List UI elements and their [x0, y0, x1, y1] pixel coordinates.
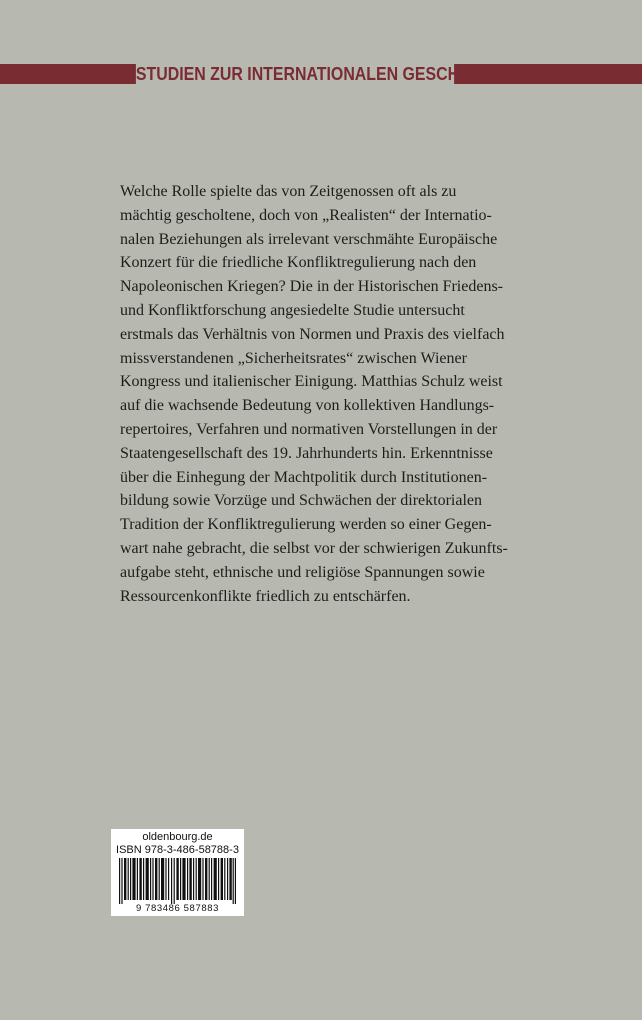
blurb-line: Staatengesellschaft des 19. Jahrhunderts hin. Erkenntnisse	[120, 444, 493, 462]
series-title: STUDIEN ZUR INTERNATIONALEN GESCHICHTE	[136, 61, 454, 87]
blurb-line: aufgabe steht, ethnische und religiöse Spannungen sowie	[120, 563, 485, 581]
barcode-panel	[111, 829, 244, 916]
blurb-line: nalen Beziehungen als irrelevant verschmähte Europäische	[120, 230, 498, 248]
publisher-url: oldenbourg.de	[142, 831, 213, 843]
blurb-line: wart nahe gebracht, die selbst vor der schwierigen Zukunfts-	[120, 539, 508, 557]
blurb-line: Konzert für die friedliche Konfliktregulierung nach den	[120, 254, 477, 272]
blurb-line: repertoires, Verfahren und normativen Vorstellungen in der	[120, 420, 498, 438]
barcode-digits: 9 783486 587883	[136, 903, 219, 914]
isbn-label: ISBN 978-3-486-58788-3	[116, 844, 239, 856]
blurb-line: erstmals das Verhältnis von Normen und Praxis des vielfach	[120, 325, 505, 343]
blurb-line: und Konfliktforschung angesiedelte Studie untersucht	[120, 301, 465, 319]
blurb-line: Welche Rolle spielte das von Zeitgenossen oft als zu	[120, 183, 457, 200]
blurb-line: missverstandenen „Sicherheitsrates“ zwischen Wiener	[120, 349, 467, 367]
barcode-icon	[119, 858, 236, 904]
blurb-line: über die Einhegung der Machtpolitik durch Institutionen-	[120, 468, 488, 486]
blurb-line: Napoleonischen Kriegen? Die in der Historischen Friedens-	[120, 278, 503, 296]
blurb-line: bildung sowie Vorzüge und Schwächen der direktorialen	[120, 492, 482, 510]
blurb-line: Ressourcenkonflikte friedlich zu entschärfen.	[120, 587, 411, 605]
blurb-line: auf die wachsende Bedeutung von kollektiven Handlungs-	[120, 397, 495, 415]
blurb-line: mächtig gescholtene, doch von „Realisten“ der Internatio-	[120, 206, 492, 224]
blurb-text	[120, 180, 540, 608]
blurb-line: Kongress und italienischer Einigung. Matthias Schulz weist	[120, 373, 503, 391]
blurb-line: Tradition der Konfliktregulierung werden so einer Gegen-	[120, 516, 492, 534]
